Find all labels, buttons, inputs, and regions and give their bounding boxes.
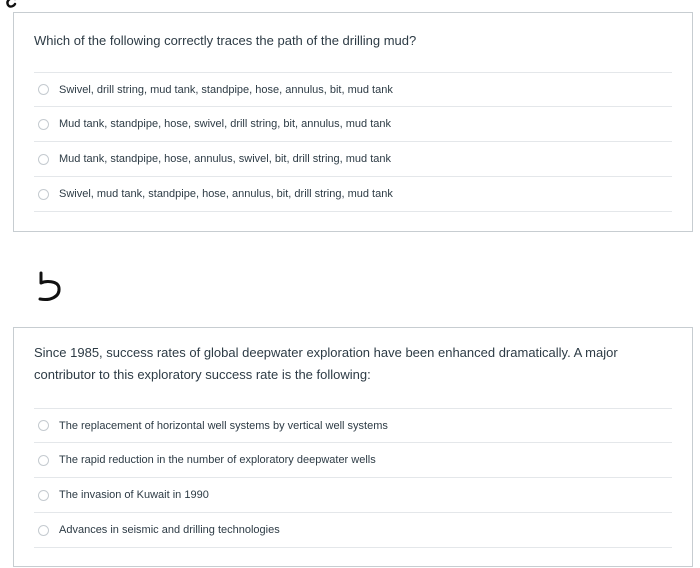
radio-button[interactable]	[38, 525, 49, 536]
answer-option[interactable]	[34, 408, 672, 443]
answer-option[interactable]	[34, 142, 672, 177]
answer-option[interactable]	[34, 443, 672, 478]
answer-label: Swivel, drill string, mud tank, standpipe, hose, annulus, bit, mud tank	[59, 83, 393, 96]
radio-button[interactable]	[38, 119, 49, 130]
question-card-1	[13, 12, 693, 232]
radio-button[interactable]	[38, 154, 49, 165]
radio-button[interactable]	[38, 189, 49, 200]
answer-label: Mud tank, standpipe, hose, annulus, swivel, bit, drill string, mud tank	[59, 153, 392, 165]
question-1-answers	[34, 72, 672, 212]
answer-label: Mud tank, standpipe, hose, swivel, drill string, bit, annulus, mud tank	[59, 118, 392, 130]
answer-label: Advances in seismic and drilling technologies	[59, 524, 280, 536]
radio-button[interactable]	[38, 84, 49, 95]
answer-label: The replacement of horizontal well systems by vertical well systems	[59, 419, 388, 432]
handwritten-a-glyph	[4, 0, 18, 10]
answer-label: The invasion of Kuwait in 1990	[59, 489, 209, 501]
answer-label: Swivel, mud tank, standpipe, hose, annulus, bit, drill string, mud tank	[59, 188, 393, 200]
answer-option[interactable]	[34, 177, 672, 212]
radio-button[interactable]	[38, 455, 49, 466]
answer-option[interactable]	[34, 478, 672, 513]
handwritten-mark-b	[36, 271, 66, 309]
answer-option[interactable]	[34, 107, 672, 142]
question-card-2	[13, 327, 693, 567]
question-2-answers	[34, 408, 672, 548]
question-2-text: Since 1985, success rates of global deepwater exploration have been enhanced dramatically. A major contributor to this exploratory success rate is the following:	[34, 345, 618, 382]
answer-option[interactable]	[34, 513, 672, 548]
handwritten-b-glyph	[36, 271, 66, 305]
answer-option[interactable]	[34, 72, 672, 107]
radio-button[interactable]	[38, 420, 49, 431]
question-1-text: Which of the following correctly traces the path of the drilling mud?	[34, 33, 417, 48]
answer-label: The rapid reduction in the number of exploratory deepwater wells	[59, 454, 376, 466]
radio-button[interactable]	[38, 490, 49, 501]
